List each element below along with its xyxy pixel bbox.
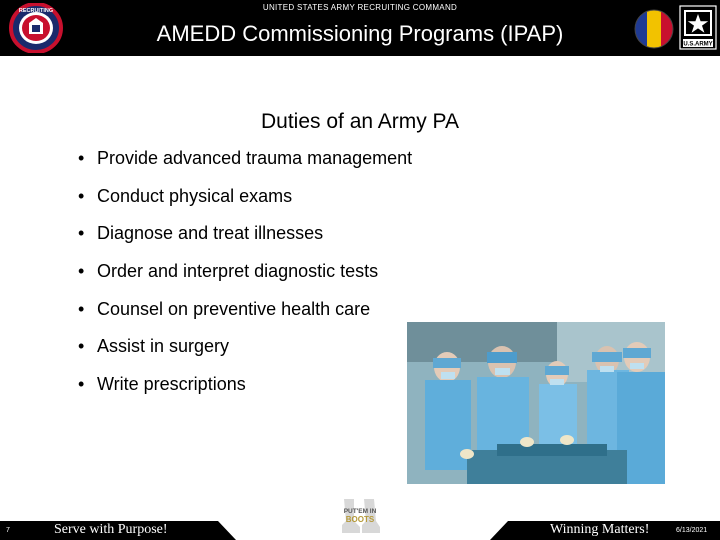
list-item: • Write prescriptions	[78, 374, 246, 395]
seal-text: RECRUITING	[18, 8, 54, 14]
boots-logo-text-top: PUT'EM IN	[343, 508, 377, 515]
duties-list	[78, 148, 412, 412]
recruiting-command-seal-icon	[9, 3, 63, 53]
army-logo-text: U.S.ARMY	[683, 41, 713, 48]
slide-title: AMEDD Commissioning Programs (IPAP)	[156, 21, 564, 46]
surgical-team-photo	[407, 322, 665, 484]
us-army-star-icon	[679, 5, 717, 50]
list-item: • Counsel on preventive health care	[78, 298, 371, 319]
amedd-flag-icon	[632, 8, 676, 50]
page-number: 7	[6, 527, 10, 534]
list-item: • Order and interpret diagnostic tests	[78, 261, 379, 282]
org-name: UNITED STATES ARMY RECRUITING COMMAND	[262, 3, 458, 12]
content-heading: Duties of an Army PA	[260, 110, 460, 133]
list-item: • Provide advanced trauma management	[78, 148, 413, 168]
list-item: • Assist in surgery	[78, 336, 230, 357]
slide-date: 6/13/2021	[676, 527, 708, 534]
put-em-in-boots-logo	[336, 497, 384, 535]
header-bar	[0, 0, 720, 56]
slogan-left: Serve with Purpose!	[54, 522, 168, 537]
boots-logo-text-bottom: BOOTS	[345, 515, 375, 524]
slogan-right: Winning Matters!	[550, 522, 650, 537]
list-item: • Conduct physical exams	[78, 185, 293, 206]
list-item: • Diagnose and treat illnesses	[78, 223, 324, 244]
